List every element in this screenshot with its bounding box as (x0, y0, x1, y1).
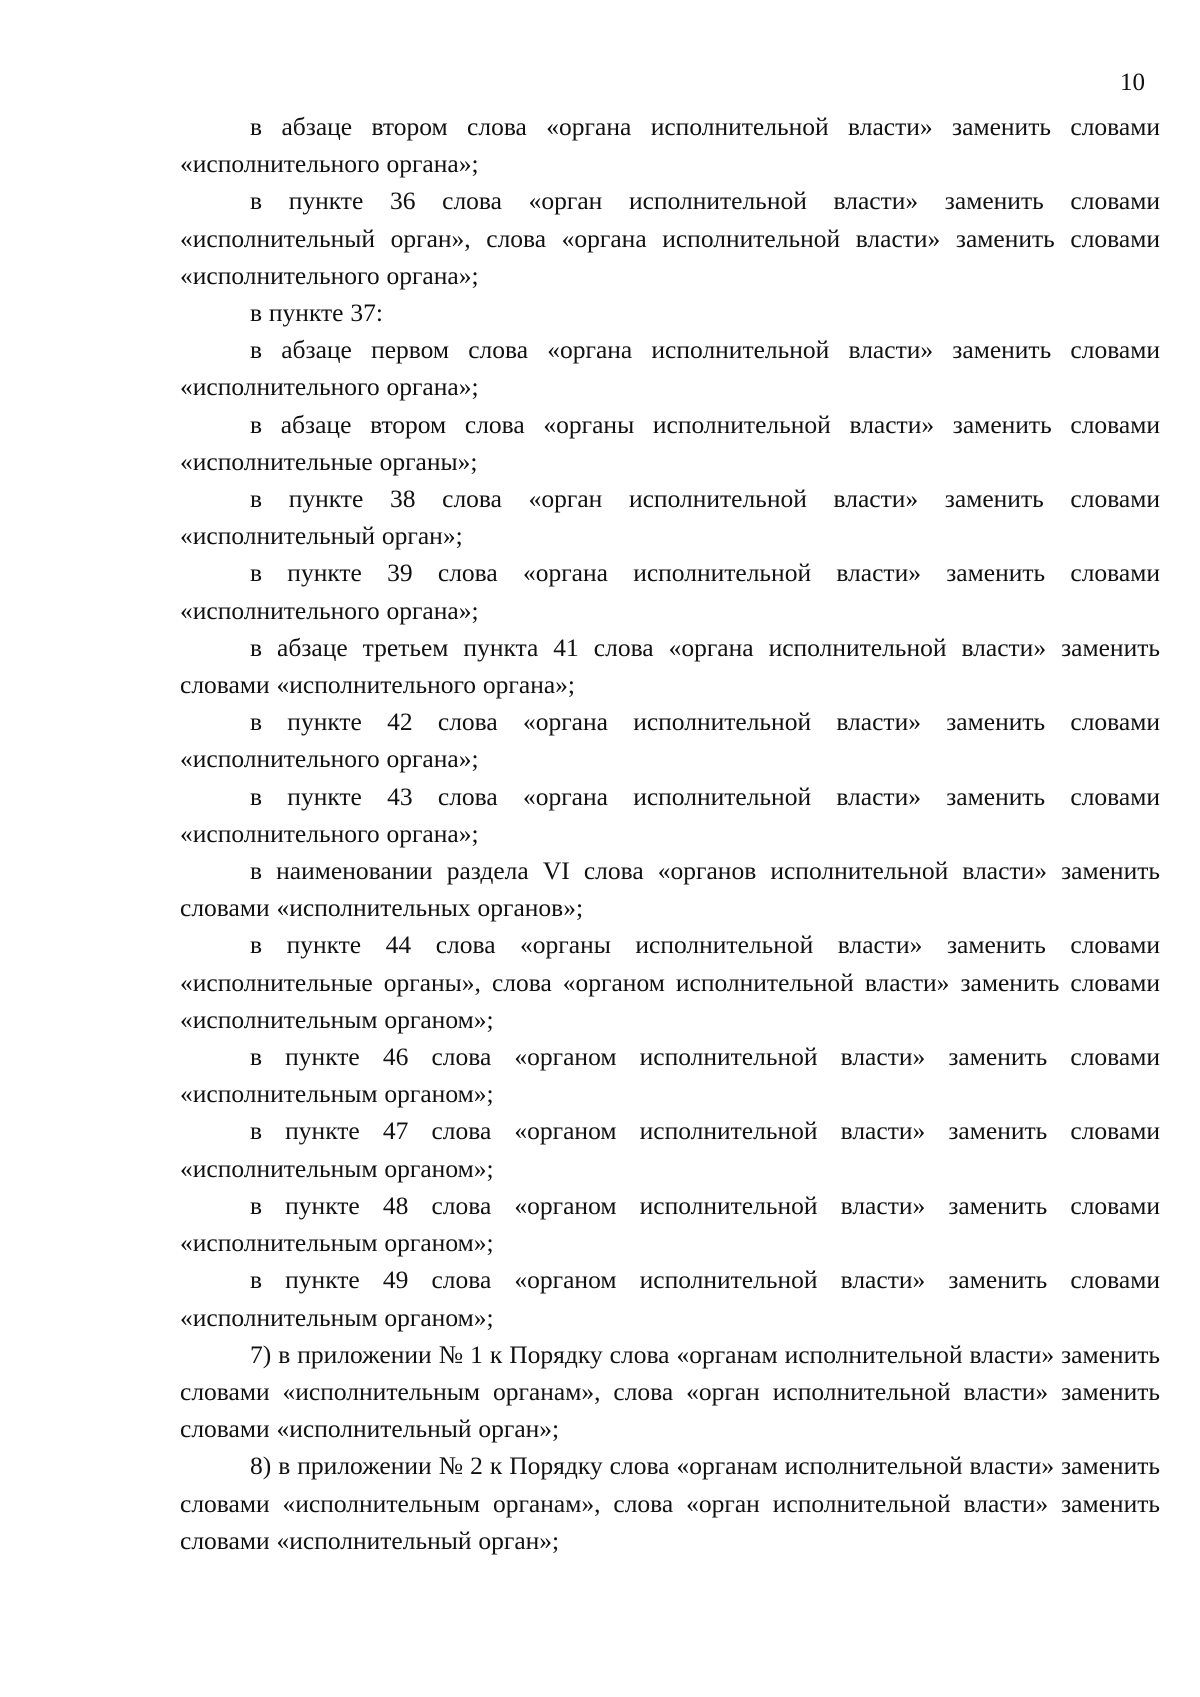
paragraph: в пункте 46 слова «органом исполнительной власти» заменить словами «исполнительным органом»; (180, 1042, 1160, 1109)
paragraph: в пункте 37: (250, 298, 383, 328)
document-body (180, 108, 1160, 1559)
paragraph: в пункте 47 слова «органом исполнительной власти» заменить словами «исполнительным органом»; (180, 1116, 1160, 1183)
paragraph: в наименовании раздела VI слова «органов исполнительной власти» заменить словами «исполнительных органов»; (180, 856, 1160, 923)
paragraph: в абзаце первом слова «органа исполнительной власти» заменить словами «исполнительного органа»; (180, 335, 1160, 402)
paragraph: в пункте 44 слова «органы исполнительной власти» заменить словами «исполнительные органы», слова «органом исполнительной власти» заменить словами «исполнительным органом»; (180, 930, 1160, 1034)
page-number: 10 (1120, 69, 1145, 96)
paragraph: 7) в приложении № 1 к Порядку слова «органам исполнительной власти» заменить словами «исполнительным органам», слова «орган исполнительной власти» заменить словами «исполнительный орган»; (180, 1339, 1160, 1444)
paragraph: 8) в приложении № 2 к Порядку слова «органам исполнительной власти» заменить словами «исполнительным органам», слова «орган исполнительной власти» заменить словами «исполнительный орган»; (180, 1451, 1160, 1555)
paragraph: в абзаце втором слова «органа исполнительной власти» заменить словами «исполнительного органа»; (180, 112, 1160, 179)
paragraph: в пункте 36 слова «орган исполнительной власти» заменить словами «исполнительный орган», слова «органа исполнительной власти» заменить словами «исполнительного органа»; (180, 186, 1160, 290)
paragraph: в пункте 49 слова «органом исполнительной власти» заменить словами «исполнительным органом»; (180, 1265, 1160, 1332)
paragraph: в пункте 43 слова «органа исполнительной власти» заменить словами «исполнительного органа»; (180, 781, 1160, 848)
paragraph: в пункте 39 слова «органа исполнительной власти» заменить словами «исполнительного органа»; (180, 558, 1160, 625)
paragraph: в абзаце третьем пункта 41 слова «органа исполнительной власти» заменить словами «исполнительного органа»; (180, 632, 1160, 700)
paragraph: в абзаце втором слова «органы исполнительной власти» заменить словами «исполнительные органы»; (180, 409, 1160, 476)
paragraph: в пункте 48 слова «органом исполнительной власти» заменить словами «исполнительным органом»; (180, 1190, 1160, 1258)
paragraph: в пункте 38 слова «орган исполнительной власти» заменить словами «исполнительный орган»; (180, 484, 1160, 551)
paragraph: в пункте 42 слова «органа исполнительной власти» заменить словами «исполнительного органа»; (180, 707, 1160, 774)
